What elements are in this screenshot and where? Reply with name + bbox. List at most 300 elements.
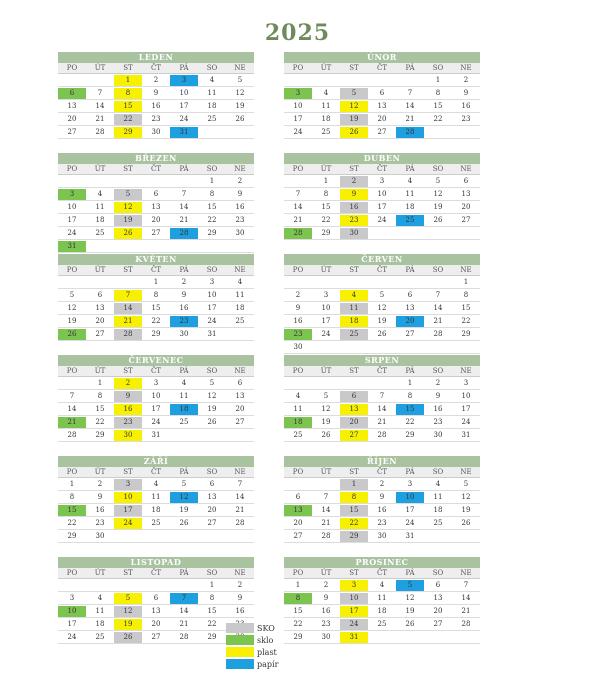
week-row — [284, 126, 480, 139]
day-cell: 21 — [405, 115, 415, 123]
day-cell: 29 — [95, 431, 105, 439]
weeks — [58, 377, 254, 442]
empty-cell — [284, 176, 312, 187]
legend-label: papír — [257, 659, 279, 669]
day-cell: 18 — [170, 404, 198, 415]
week-row — [284, 328, 480, 341]
month-9 — [284, 456, 480, 550]
day-cell: 14 — [461, 594, 471, 602]
day-cell: 2 — [379, 480, 385, 488]
day-cell: 30 — [293, 343, 303, 351]
month-name: SRPEN — [284, 355, 480, 366]
day-cell: 12 — [170, 492, 198, 503]
day-cell: 14 — [95, 102, 105, 110]
day-cell: 11 — [95, 203, 105, 211]
empty-cell — [58, 176, 86, 187]
day-cell: 23 — [340, 215, 368, 226]
day-cell: 12 — [461, 493, 471, 501]
empty-cell — [58, 580, 86, 591]
day-cell: 23 — [284, 329, 312, 340]
empty-cell — [452, 127, 480, 138]
day-cell: 28 — [396, 127, 424, 138]
day-cell: 13 — [67, 102, 77, 110]
empty-cell — [368, 228, 396, 239]
day-cell: 22 — [67, 519, 77, 527]
month-7 — [284, 355, 480, 449]
day-cell: 19 — [114, 619, 142, 630]
day-cell: 10 — [293, 102, 303, 110]
day-cell: 14 — [405, 102, 415, 110]
weekday-label: PÁ — [405, 367, 415, 375]
weekday-label: ČT — [376, 569, 388, 577]
day-cell: 7 — [181, 190, 187, 198]
week-row — [58, 631, 254, 644]
day-cell: 17 — [207, 304, 217, 312]
empty-cell — [284, 378, 312, 389]
day-cell: 10 — [179, 89, 189, 97]
weekday-label: PÁ — [179, 569, 189, 577]
day-cell: 30 — [114, 430, 142, 441]
day-cell: 15 — [95, 405, 105, 413]
month-6 — [58, 355, 254, 449]
day-cell: 11 — [179, 392, 189, 400]
day-cell: 1 — [435, 76, 441, 84]
day-cell: 28 — [321, 532, 331, 540]
day-cell: 1 — [323, 177, 329, 185]
weekday-label: SO — [206, 367, 218, 375]
day-cell: 20 — [293, 519, 303, 527]
week-row — [284, 214, 480, 227]
empty-cell — [368, 277, 396, 288]
weekday-label: ÚT — [320, 165, 332, 173]
day-cell: 27 — [433, 620, 443, 628]
week-row — [58, 579, 254, 592]
day-cell: 5 — [209, 379, 215, 387]
weekday-label: ÚT — [94, 64, 106, 72]
day-cell: 14 — [179, 203, 189, 211]
empty-cell — [340, 342, 368, 353]
week-row — [58, 227, 254, 240]
day-cell: 15 — [461, 304, 471, 312]
day-cell: 2 — [237, 581, 243, 589]
day-cell: 27 — [377, 128, 387, 136]
day-cell: 24 — [293, 128, 303, 136]
day-cell: 11 — [405, 190, 415, 198]
day-cell: 15 — [114, 101, 142, 112]
week-row — [284, 504, 480, 517]
weekday-label: SO — [206, 266, 218, 274]
weekday-label: ČT — [376, 468, 388, 476]
day-cell: 24 — [207, 317, 217, 325]
weekday-header — [284, 63, 480, 74]
week-row — [58, 315, 254, 328]
month-name: ČERVENEC — [58, 355, 254, 366]
day-cell: 31 — [340, 632, 368, 643]
day-cell: 12 — [321, 405, 331, 413]
week-row — [284, 227, 480, 240]
weekday-label: ÚT — [94, 367, 106, 375]
day-cell: 7 — [97, 89, 103, 97]
day-cell: 18 — [235, 304, 245, 312]
day-cell: 10 — [67, 203, 77, 211]
weeks — [284, 579, 480, 644]
day-cell: 27 — [235, 418, 245, 426]
week-row — [58, 328, 254, 341]
weekday-label: NE — [234, 569, 246, 577]
weekday-header — [58, 164, 254, 175]
weekday-header — [284, 568, 480, 579]
day-cell: 29 — [321, 229, 331, 237]
week-row — [284, 390, 480, 403]
day-cell: 6 — [463, 177, 469, 185]
day-cell: 1 — [153, 278, 159, 286]
empty-cell — [424, 632, 452, 643]
day-cell: 24 — [67, 633, 77, 641]
day-cell: 21 — [95, 115, 105, 123]
day-cell: 24 — [114, 518, 142, 529]
day-cell: 19 — [114, 215, 142, 226]
month-11 — [284, 557, 480, 651]
week-row — [284, 491, 480, 504]
empty-cell — [312, 75, 340, 86]
day-cell: 23 — [170, 316, 198, 327]
day-cell: 9 — [114, 391, 142, 402]
weekday-label: NE — [460, 367, 472, 375]
day-cell: 17 — [293, 115, 303, 123]
week-row — [284, 341, 480, 354]
day-cell: 9 — [181, 291, 187, 299]
empty-cell — [284, 75, 312, 86]
day-cell: 22 — [95, 418, 105, 426]
day-cell: 17 — [321, 317, 331, 325]
month-4 — [58, 254, 254, 348]
weekday-header — [284, 467, 480, 478]
day-cell: 24 — [377, 216, 387, 224]
day-cell: 27 — [461, 216, 471, 224]
day-cell: 7 — [114, 290, 142, 301]
day-cell: 14 — [321, 506, 331, 514]
day-cell: 17 — [377, 203, 387, 211]
day-cell: 10 — [151, 392, 161, 400]
week-row — [58, 289, 254, 302]
day-cell: 27 — [340, 430, 368, 441]
day-cell: 5 — [69, 291, 75, 299]
week-row — [58, 201, 254, 214]
weekday-label: ČT — [150, 367, 162, 375]
weekday-label: PO — [66, 468, 78, 476]
day-cell: 16 — [293, 317, 303, 325]
day-cell: 10 — [321, 304, 331, 312]
day-cell: 8 — [209, 190, 215, 198]
day-cell: 9 — [340, 189, 368, 200]
weekday-label: NE — [234, 266, 246, 274]
day-cell: 2 — [340, 176, 368, 187]
day-cell: 9 — [237, 190, 243, 198]
day-cell: 18 — [207, 102, 217, 110]
day-cell: 19 — [461, 506, 471, 514]
empty-cell — [396, 342, 424, 353]
day-cell: 22 — [114, 114, 142, 125]
day-cell: 22 — [321, 216, 331, 224]
day-cell: 23 — [461, 115, 471, 123]
day-cell: 7 — [407, 89, 413, 97]
day-cell: 6 — [435, 581, 441, 589]
empty-cell — [198, 430, 226, 441]
week-row — [284, 592, 480, 605]
weekday-label: PÁ — [179, 165, 189, 173]
day-cell: 10 — [207, 291, 217, 299]
day-cell: 23 — [433, 418, 443, 426]
day-cell: 3 — [58, 189, 86, 200]
week-row — [284, 631, 480, 644]
day-cell: 29 — [293, 633, 303, 641]
weekday-label: PO — [292, 367, 304, 375]
month-name: LISTOPAD — [58, 557, 254, 568]
day-cell: 8 — [323, 190, 329, 198]
day-cell: 20 — [433, 607, 443, 615]
empty-cell — [226, 531, 254, 542]
weekday-label: ÚT — [320, 569, 332, 577]
weeks — [58, 175, 254, 253]
day-cell: 2 — [181, 278, 187, 286]
empty-cell — [312, 378, 340, 389]
empty-cell — [424, 277, 452, 288]
empty-cell — [340, 277, 368, 288]
day-cell: 20 — [207, 506, 217, 514]
weekday-label: PÁ — [405, 64, 415, 72]
day-cell: 25 — [377, 620, 387, 628]
day-cell: 19 — [433, 203, 443, 211]
weekday-header — [58, 63, 254, 74]
empty-cell — [368, 75, 396, 86]
empty-cell — [226, 329, 254, 340]
month-name: BŘEZEN — [58, 153, 254, 164]
week-row — [58, 377, 254, 390]
day-cell: 31 — [461, 431, 471, 439]
day-cell: 31 — [151, 431, 161, 439]
day-cell: 13 — [433, 594, 443, 602]
day-cell: 21 — [321, 519, 331, 527]
weekday-label: ST — [123, 569, 133, 577]
day-cell: 3 — [407, 480, 413, 488]
empty-cell — [114, 277, 142, 288]
day-cell: 19 — [235, 102, 245, 110]
weekday-label: SO — [432, 468, 444, 476]
day-cell: 3 — [69, 594, 75, 602]
day-cell: 11 — [293, 405, 303, 413]
day-cell: 21 — [58, 417, 86, 428]
legend-swatch — [226, 647, 254, 657]
week-row — [58, 429, 254, 442]
week-row — [58, 504, 254, 517]
day-cell: 9 — [463, 89, 469, 97]
weekday-label: SO — [432, 64, 444, 72]
day-cell: 16 — [235, 607, 245, 615]
week-row — [284, 74, 480, 87]
day-cell: 12 — [235, 89, 245, 97]
day-cell: 6 — [340, 391, 368, 402]
legend — [226, 622, 278, 670]
day-cell: 20 — [151, 620, 161, 628]
day-cell: 15 — [293, 607, 303, 615]
day-cell: 3 — [379, 177, 385, 185]
weekday-label: ÚT — [320, 468, 332, 476]
empty-cell — [340, 75, 368, 86]
week-row — [284, 403, 480, 416]
day-cell: 3 — [340, 580, 368, 591]
weekday-label: PO — [66, 367, 78, 375]
weekday-label: ČT — [150, 468, 162, 476]
weeks — [58, 478, 254, 543]
day-cell: 12 — [207, 392, 217, 400]
weekday-label: NE — [460, 468, 472, 476]
day-cell: 13 — [405, 304, 415, 312]
weekday-label: ST — [123, 165, 133, 173]
day-cell: 17 — [179, 102, 189, 110]
day-cell: 22 — [405, 418, 415, 426]
day-cell: 28 — [433, 330, 443, 338]
empty-cell — [452, 342, 480, 353]
day-cell: 26 — [207, 418, 217, 426]
weekday-label: PO — [66, 266, 78, 274]
week-row — [58, 517, 254, 530]
weekday-label: NE — [234, 367, 246, 375]
day-cell: 19 — [207, 405, 217, 413]
week-row — [58, 113, 254, 126]
day-cell: 31 — [207, 330, 217, 338]
week-row — [58, 302, 254, 315]
day-cell: 25 — [321, 128, 331, 136]
day-cell: 24 — [461, 418, 471, 426]
day-cell: 9 — [435, 392, 441, 400]
day-cell: 5 — [114, 189, 142, 200]
day-cell: 5 — [323, 392, 329, 400]
week-row — [284, 87, 480, 100]
day-cell: 12 — [114, 606, 142, 617]
day-cell: 6 — [97, 291, 103, 299]
weekday-label: NE — [234, 468, 246, 476]
empty-cell — [170, 531, 198, 542]
day-cell: 21 — [433, 317, 443, 325]
day-cell: 15 — [207, 607, 217, 615]
empty-cell — [142, 176, 170, 187]
day-cell: 3 — [284, 88, 312, 99]
day-cell: 26 — [377, 330, 387, 338]
week-row — [284, 289, 480, 302]
day-cell: 29 — [207, 229, 217, 237]
day-cell: 15 — [58, 505, 86, 516]
weekday-header — [58, 265, 254, 276]
day-cell: 18 — [284, 417, 312, 428]
empty-cell — [226, 241, 254, 252]
weekday-label: SO — [432, 367, 444, 375]
legend-item-sko — [226, 622, 278, 634]
month-10 — [58, 557, 254, 651]
day-cell: 25 — [340, 329, 368, 340]
week-row — [58, 592, 254, 605]
empty-cell — [424, 342, 452, 353]
weekday-label: ST — [349, 367, 359, 375]
day-cell: 26 — [461, 519, 471, 527]
day-cell: 12 — [67, 304, 77, 312]
day-cell: 16 — [340, 202, 368, 213]
legend-swatch — [226, 659, 254, 669]
day-cell: 10 — [377, 190, 387, 198]
empty-cell — [424, 228, 452, 239]
weekday-label: PO — [66, 569, 78, 577]
week-row — [284, 517, 480, 530]
day-cell: 1 — [209, 177, 215, 185]
weekday-header — [284, 164, 480, 175]
day-cell: 8 — [97, 392, 103, 400]
weekday-label: ČT — [376, 64, 388, 72]
day-cell: 1 — [463, 278, 469, 286]
month-name: ČERVEN — [284, 254, 480, 265]
week-row — [284, 377, 480, 390]
day-cell: 29 — [151, 330, 161, 338]
day-cell: 24 — [321, 330, 331, 338]
day-cell: 23 — [377, 519, 387, 527]
month-name: LEDEN — [58, 52, 254, 63]
day-cell: 20 — [95, 317, 105, 325]
weekday-label: SO — [432, 569, 444, 577]
weekday-label: NE — [460, 64, 472, 72]
day-cell: 4 — [323, 89, 329, 97]
empty-cell — [452, 531, 480, 542]
day-cell: 3 — [114, 479, 142, 490]
day-cell: 31 — [58, 241, 86, 252]
weekday-label: PÁ — [405, 266, 415, 274]
day-cell: 5 — [237, 76, 243, 84]
day-cell: 15 — [433, 102, 443, 110]
day-cell: 26 — [114, 228, 142, 239]
day-cell: 2 — [97, 480, 103, 488]
day-cell: 4 — [340, 290, 368, 301]
month-name: ZÁŘÍ — [58, 456, 254, 467]
weekday-header — [284, 265, 480, 276]
day-cell: 8 — [153, 291, 159, 299]
day-cell: 18 — [151, 506, 161, 514]
day-cell: 18 — [377, 607, 387, 615]
week-row — [58, 403, 254, 416]
day-cell: 11 — [207, 89, 217, 97]
weekday-label: ČT — [376, 266, 388, 274]
empty-cell — [368, 632, 396, 643]
month-name: PROSINEC — [284, 557, 480, 568]
empty-cell — [396, 75, 424, 86]
empty-cell — [312, 479, 340, 490]
day-cell: 10 — [396, 492, 424, 503]
weeks — [284, 276, 480, 354]
day-cell: 7 — [170, 593, 198, 604]
weekday-label: PO — [292, 569, 304, 577]
day-cell: 22 — [293, 620, 303, 628]
empty-cell — [368, 378, 396, 389]
day-cell: 1 — [209, 581, 215, 589]
day-cell: 3 — [153, 379, 159, 387]
day-cell: 14 — [433, 304, 443, 312]
day-cell: 9 — [97, 493, 103, 501]
month-0 — [58, 52, 254, 146]
day-cell: 17 — [405, 506, 415, 514]
month-name: ÚNOR — [284, 52, 480, 63]
day-cell: 23 — [114, 417, 142, 428]
day-cell: 30 — [340, 228, 368, 239]
day-cell: 18 — [405, 203, 415, 211]
day-cell: 3 — [170, 75, 198, 86]
weekday-header — [284, 366, 480, 377]
day-cell: 10 — [58, 606, 86, 617]
